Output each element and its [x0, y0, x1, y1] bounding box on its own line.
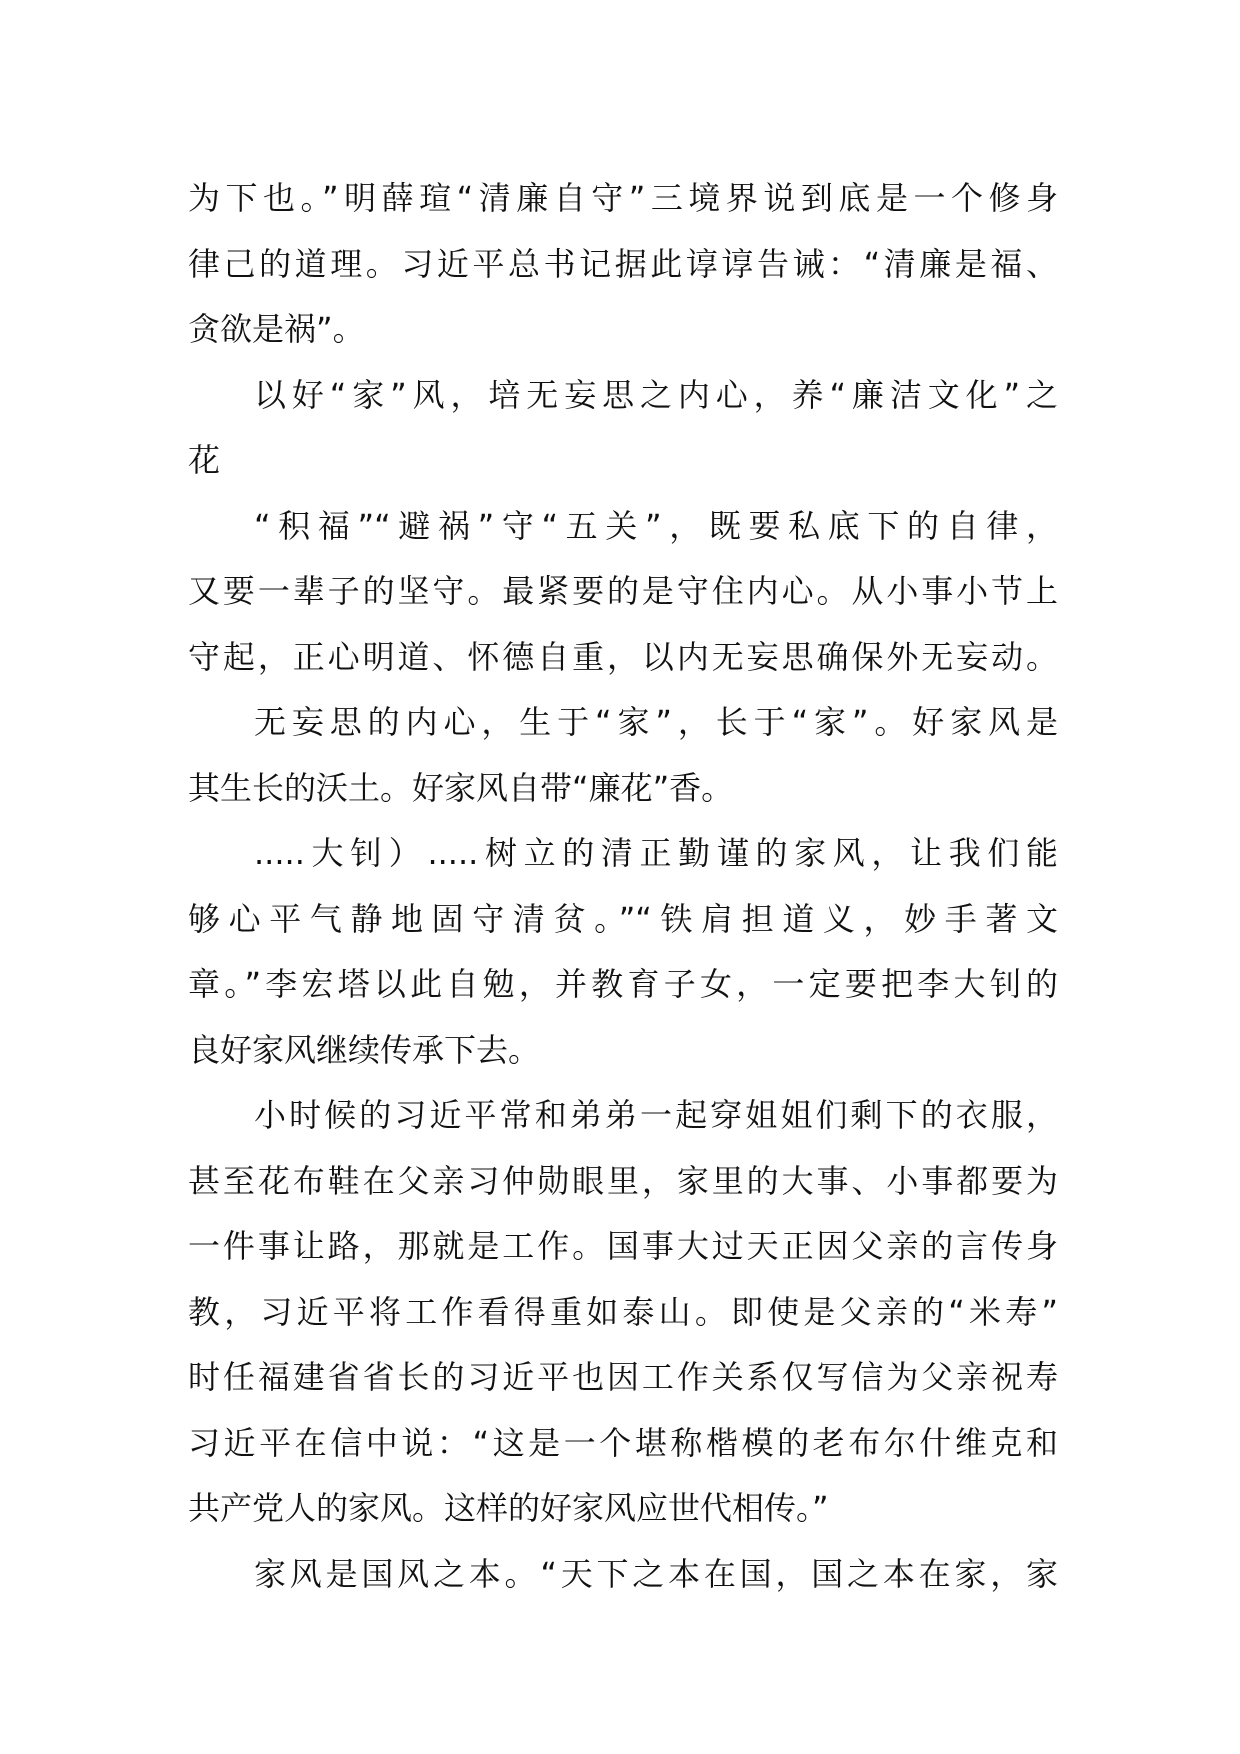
- text-line: 共产党人的家风。这样的好家风应世代相传。”: [188, 1489, 829, 1527]
- text-line: “积福”“避祸”守“五关”，既要私底下的自律，: [254, 506, 1058, 545]
- text-line: 其生长的沃土。好家风自带“廉花”香。: [188, 768, 734, 807]
- document-body: [188, 166, 1058, 1607]
- text-line: 小时候的习近平常和弟弟一起穿姐姐们剩下的衣服，: [254, 1096, 1058, 1134]
- text-line: 贪欲是祸”。: [188, 310, 365, 348]
- text-line: 时任福建省省长的习近平也因工作关系仅写信为父亲祝寿: [188, 1358, 1058, 1396]
- text-line: 律己的道理。习近平总书记据此谆谆告诫：“清廉是福、: [188, 244, 1058, 283]
- text-line: 守起，正心明道、怀德自重，以内无妄思确保外无妄动。: [188, 637, 1058, 676]
- text-line: 良好家风继续传承下去。: [188, 1030, 541, 1069]
- text-line: 无妄思的内心，生于“家”，长于“家”。好家风是: [254, 703, 1058, 741]
- text-line: 一件事让路，那就是工作。国事大过天正因父亲的言传身: [188, 1227, 1058, 1265]
- text-line: 章。”李宏塔以此自勉，并教育子女，一定要把李大钊的: [188, 965, 1058, 1003]
- section-heading-line: 花: [188, 441, 221, 479]
- text-line: 习近平在信中说：“这是一个堪称楷模的老布尔什维克和: [188, 1423, 1058, 1462]
- text-line: .....大钊）.....树立的清正勤谨的家风，让我们能: [254, 834, 1058, 872]
- text-line: 甚至花布鞋在父亲习仲勋眼里，家里的大事、小事都要为: [188, 1161, 1058, 1200]
- text-line: 又要一辈子的坚守。最紧要的是守住内心。从小事小节上: [188, 572, 1058, 610]
- text-line: 够心平气静地固守清贫。”“铁肩担道义，妙手著文: [188, 899, 1058, 938]
- text-line: 家风是国风之本。“天下之本在国，国之本在家，家: [254, 1554, 1058, 1593]
- section-heading-line: 以好“家”风，培无妄思之内心，养“廉洁文化”之: [254, 375, 1058, 414]
- text-line: 教，习近平将工作看得重如泰山。即使是父亲的“米寿”: [188, 1292, 1058, 1331]
- text-line: 为下也。”明薛瑄“清廉自守”三境界说到底是一个修身: [188, 179, 1058, 217]
